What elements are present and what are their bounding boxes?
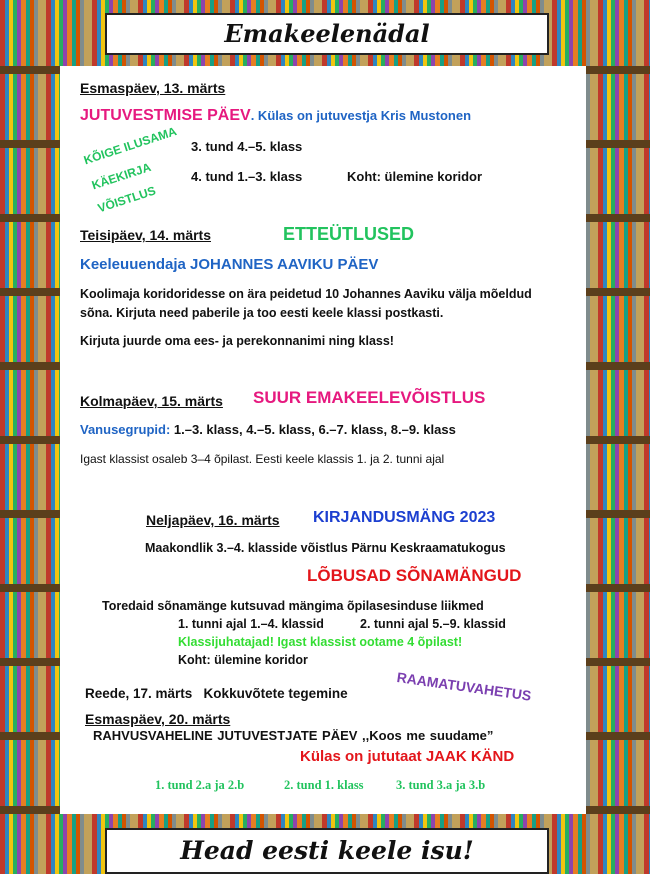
session-3: 3. tund 3.a ja 3.b <box>396 778 486 792</box>
tuesday-text-1: Koolimaja koridoridesse on ära peidetud 10 Johannes Aaviku välja mõeldud <box>80 287 532 301</box>
wednesday-event: SUUR EMAKEELEVÕISTLUS <box>253 388 486 407</box>
page-title: Emakeelenädal <box>224 19 430 48</box>
age-groups-values: 1.–3. klass, 4.–5. klass, 6.–7. klass, 8.–9. klass <box>170 422 456 437</box>
monday-lesson-2: 4. tund 1.–3. klass <box>191 169 303 184</box>
thursday-event: KIRJANDUSMÄNG 2023 <box>313 509 496 526</box>
monday-heading <box>80 107 471 125</box>
footer-text: Head eesti keele isu! <box>180 836 474 865</box>
wordgames-text: Toredaid sõnamänge kutsuvad mängima õpilasesinduse liikmed <box>102 599 484 613</box>
handwriting-contest-line-1: KÕIGE ILUSAMA <box>82 124 179 168</box>
wordgames-lesson-b: 2. tunni ajal 5.–9. klassid <box>360 617 506 631</box>
tuesday-date: Teisipäev, 14. märts <box>80 227 211 243</box>
tuesday-text-3: Kirjuta juurde oma ees- ja perekonnanimi ning klass! <box>80 334 394 348</box>
wednesday-date: Kolmapäev, 15. märts <box>80 393 223 409</box>
tuesday-text-2: sõna. Kirjuta need paberile ja too eesti keele klassi postkasti. <box>80 306 444 320</box>
program-panel <box>60 66 586 814</box>
wordgames-lesson-a: 1. tunni ajal 1.–4. klassid <box>178 617 324 631</box>
title-banner <box>105 13 549 55</box>
next-monday-event: RAHVUSVAHELINE JUTUVESTJATE PÄEV ,,Koos me suudame” <box>93 728 494 743</box>
book-swap-label: RAAMATUVAHETUS <box>395 669 533 704</box>
handwriting-contest-line-3: VÕISTLUS <box>96 183 158 216</box>
session-1: 1. tund 2.a ja 2.b <box>155 778 245 792</box>
wordgames-title: LÕBUSAD SÕNAMÄNGUD <box>307 566 522 585</box>
next-monday-guest: Külas on jututaat JAAK KÄND <box>300 748 515 765</box>
monday-guest: . Külas on jutuvestja Kris Mustonen <box>250 108 472 123</box>
friday-line: Reede, 17. märts Kokkuvõtete tegemine <box>85 686 348 701</box>
teachers-note: Klassijuhatajad! Igast klassist ootame 4 õpilast! <box>178 635 463 649</box>
monday-lesson-1: 3. tund 4.–5. klass <box>191 139 303 154</box>
handwriting-contest-line-2: KÄEKIRJA <box>90 160 153 193</box>
age-groups-label: Vanusegrupid: <box>80 422 171 437</box>
wednesday-note: Igast klassist osaleb 3–4 õpilast. Eesti keele klassis 1. ja 2. tunni ajal <box>80 452 445 466</box>
tuesday-event: ETTEÜTLUSED <box>283 224 415 244</box>
monday-place: Koht: ülemine koridor <box>347 169 483 184</box>
session-2: 2. tund 1. klass <box>284 778 364 792</box>
wednesday-groups <box>80 422 456 437</box>
next-monday-date: Esmaspäev, 20. märts <box>85 711 231 727</box>
footer-banner <box>105 828 549 874</box>
monday-event: JUTUVESTMISE PÄEV <box>80 107 251 124</box>
tuesday-subtitle: Keeleuuendaja JOHANNES AAVIKU PÄEV <box>80 256 379 273</box>
monday-date: Esmaspäev, 13. märts <box>80 80 226 96</box>
thursday-place: Koht: ülemine koridor <box>178 653 308 667</box>
thursday-date: Neljapäev, 16. märts <box>146 512 280 528</box>
thursday-contest: Maakondlik 3.–4. klasside võistlus Pärnu Keskraamatukogus <box>145 541 506 555</box>
